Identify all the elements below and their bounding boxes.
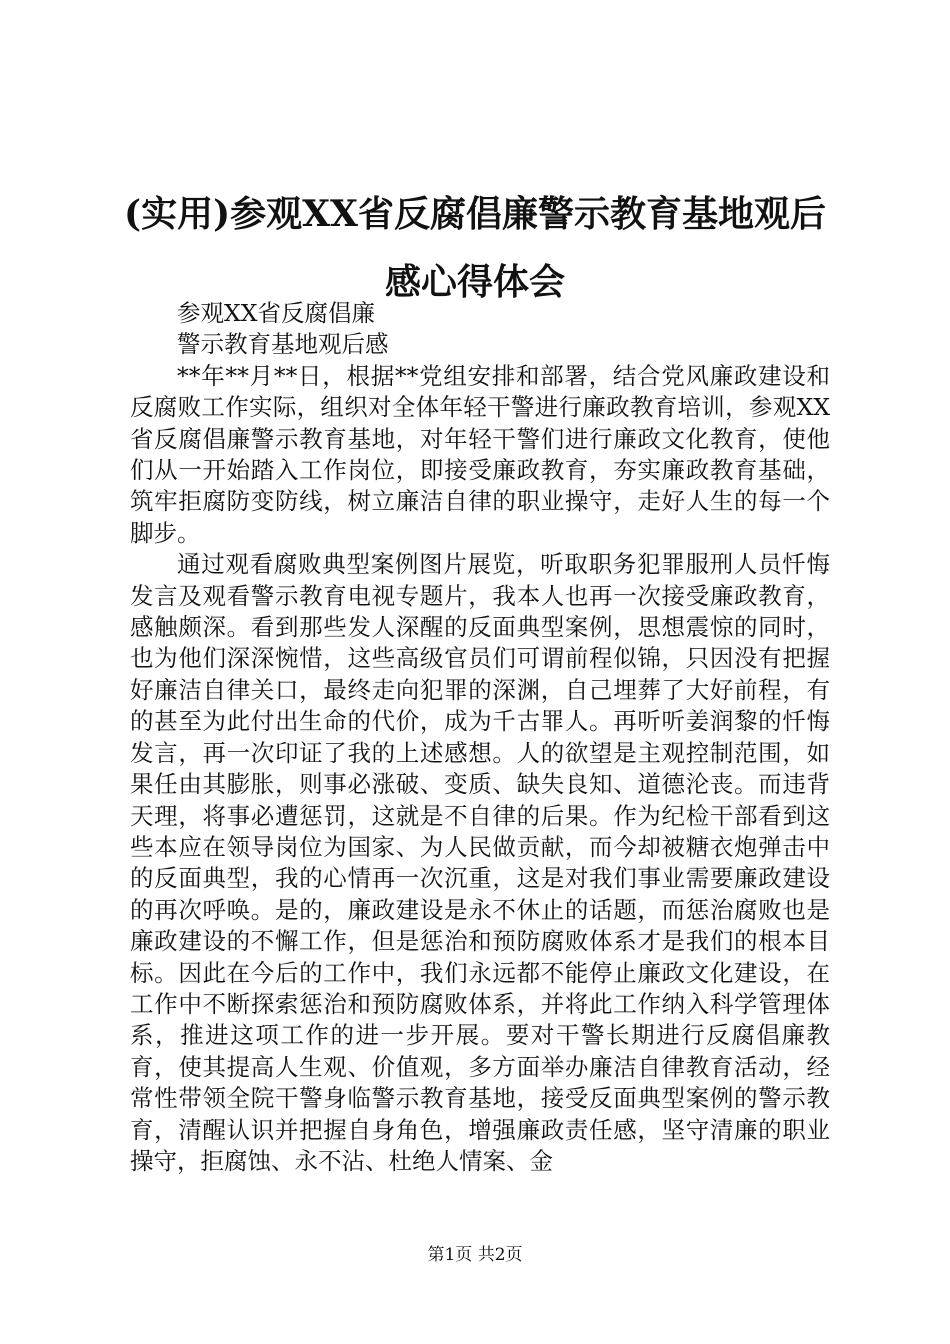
title-line-2: 感心得体会 xyxy=(384,261,565,303)
title-line-1: (实用)参观XX省反腐倡廉警示教育基地观后 xyxy=(124,193,826,235)
document-title xyxy=(60,180,890,316)
subheading-1: 参观XX省反腐倡廉 xyxy=(177,299,375,327)
subheading-2: 警示教育基地观后感 xyxy=(177,330,389,359)
page-footer: 第1页 共2页 xyxy=(427,1245,523,1265)
paragraph-2: 通过观看腐败典型案例图片展览，听取职务犯罪服刑人员忏悔发言及观看警示教育电视专题片，我本人也再一次接受廉政教育，感触颇深。看到那些发人深醒的反面典型案例，思想震惊的同时，也为他们深深惋惜，这些高级官员们可谓前程似锦，只因没有把握好廉洁自律关口，最终走向犯罪的深渊，自己埋葬了大好前程，有的甚至为此付出生命的代价，成为千古罪人。再听听姜润黎的忏悔发言，再一次印证了我的上述感想。人的欲望是主观控制范围，如果任由其膨胀，则事必涨破、变质、缺失良知、道德沦丧。而违背天理，将事必遭惩罚，这就是不自律的后果。作为纪检干部看到这些本应在领导岗位为国家、为人民做贡献，而今却被糖衣炮弹击中的反面典型，我的心情再一次沉重，这是对我们事业需要廉政建设的再次呼唤。是的，廉政建设是永不休止的话题，而惩治腐败也是廉政建设的不懈工作，但是惩治和预防腐败体系才是我们的根本目标。因此在今后的工作中，我们永远都不能停止廉政文化建设，在工作中不断探索惩治和预防腐败体系，并将此工作纳入科学管理体系，推进这项工作的进一步开展。要对干警长期进行反腐倡廉教育，使其提高人生观、价值观，多方面举办廉洁自律教育活动，经常性带领全院干警身临警示教育基地，接受反面典型案例的警示教育，清醒认识并把握自身角色，增强廉政责任感，坚守清廉的职业操守，拒腐蚀、永不沾、杜绝人情案、金 xyxy=(130,550,830,1175)
document-body xyxy=(130,298,830,1177)
paragraph-1: **年**月**日，根据**党组安排和部署，结合党风廉政建设和反腐败工作实际，组织对全体年轻干警进行廉政教育培训，参观XX省反腐倡廉警示教育基地，对年轻干警们进行廉政文化教育，使他们从一开始踏入工作岗位，即接受廉政教育，夯实廉政教育基础，筑牢拒腐防变防线，树立廉洁自律的职业操守，走好人生的每一个脚步。 xyxy=(130,361,830,547)
